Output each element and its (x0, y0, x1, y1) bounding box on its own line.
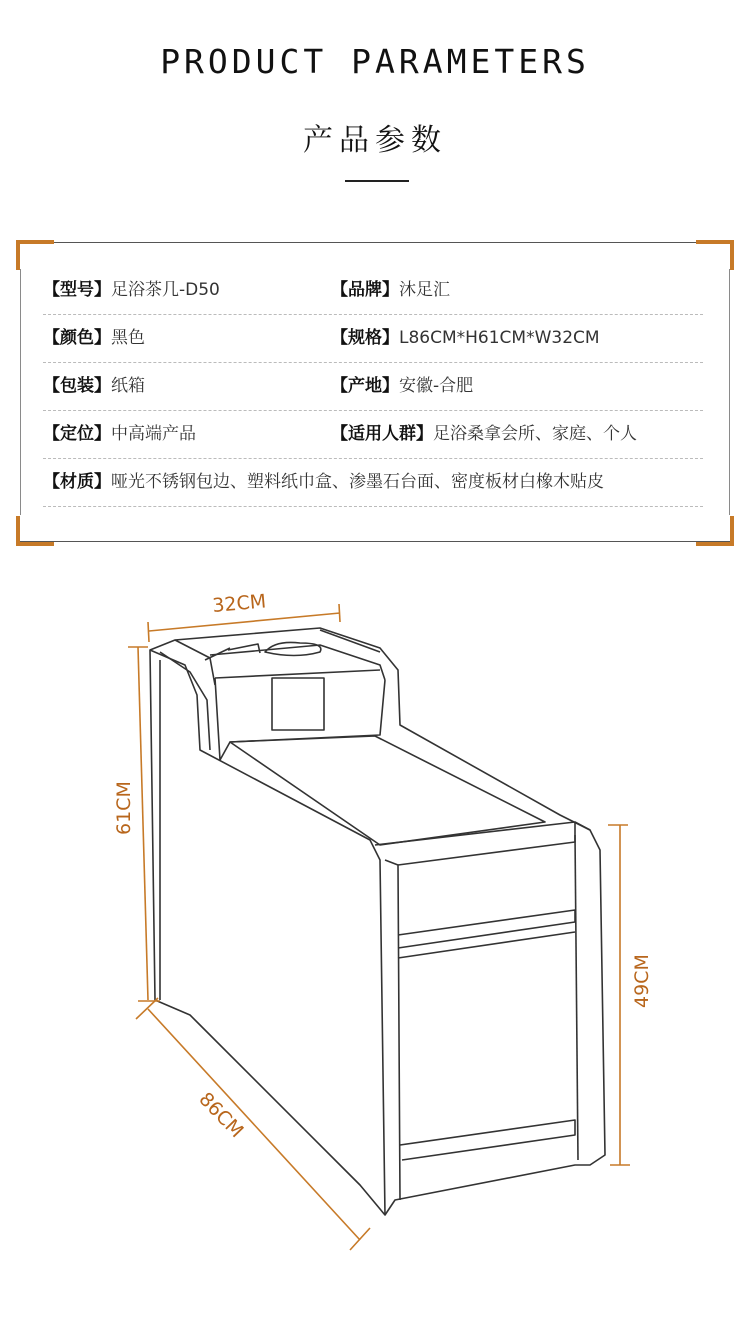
param-row-package (43, 362, 703, 411)
param-spec (331, 314, 600, 362)
param-label: 【型号】 (43, 280, 111, 300)
dimension-length-label: 86CM (194, 1088, 248, 1143)
param-package (43, 362, 145, 410)
dimension-seat-height-label: 49CM (631, 954, 653, 1008)
param-row-model (43, 266, 703, 315)
param-material (43, 458, 604, 506)
param-label: 【适用人群】 (331, 424, 433, 444)
corner-decoration-bottom-right (696, 516, 734, 546)
param-value: L86CM*H61CM*W32CM (399, 328, 600, 348)
param-value: 哑光不锈钢包边、塑料纸巾盒、渗墨石台面、密度板材白橡木贴皮 (111, 472, 604, 492)
dimension-width-label: 32CM (211, 590, 268, 617)
param-origin (331, 362, 473, 410)
param-audience (331, 410, 637, 458)
param-label: 【颜色】 (43, 328, 111, 348)
param-color (43, 314, 145, 362)
param-brand (331, 266, 450, 314)
param-value: 黑色 (111, 328, 145, 348)
param-label: 【规格】 (331, 328, 399, 348)
param-value: 沐足汇 (399, 280, 450, 300)
param-label: 【品牌】 (331, 280, 399, 300)
param-label: 【包装】 (43, 376, 111, 396)
product-dimension-diagram (0, 560, 750, 1260)
title-divider (345, 180, 409, 182)
param-label: 【定位】 (43, 424, 111, 444)
param-row-position (43, 410, 703, 459)
param-row-color (43, 314, 703, 363)
param-model (43, 266, 220, 314)
dimension-height-label: 61CM (113, 781, 135, 835)
corner-decoration-bottom-left (16, 516, 54, 546)
param-value: 中高端产品 (111, 424, 196, 444)
title-en: PRODUCT PARAMETERS (160, 42, 590, 81)
param-value: 足浴桑拿会所、家庭、个人 (433, 424, 637, 444)
title-cn: 产品参数 (303, 123, 447, 158)
param-position (43, 410, 196, 458)
param-label: 【产地】 (331, 376, 399, 396)
param-value: 足浴茶几-D50 (111, 280, 220, 300)
param-value: 纸箱 (111, 376, 145, 396)
dimension-lines (128, 604, 630, 1250)
param-value: 安徽-合肥 (399, 376, 474, 396)
param-row-material (43, 458, 703, 507)
param-label: 【材质】 (43, 472, 111, 492)
